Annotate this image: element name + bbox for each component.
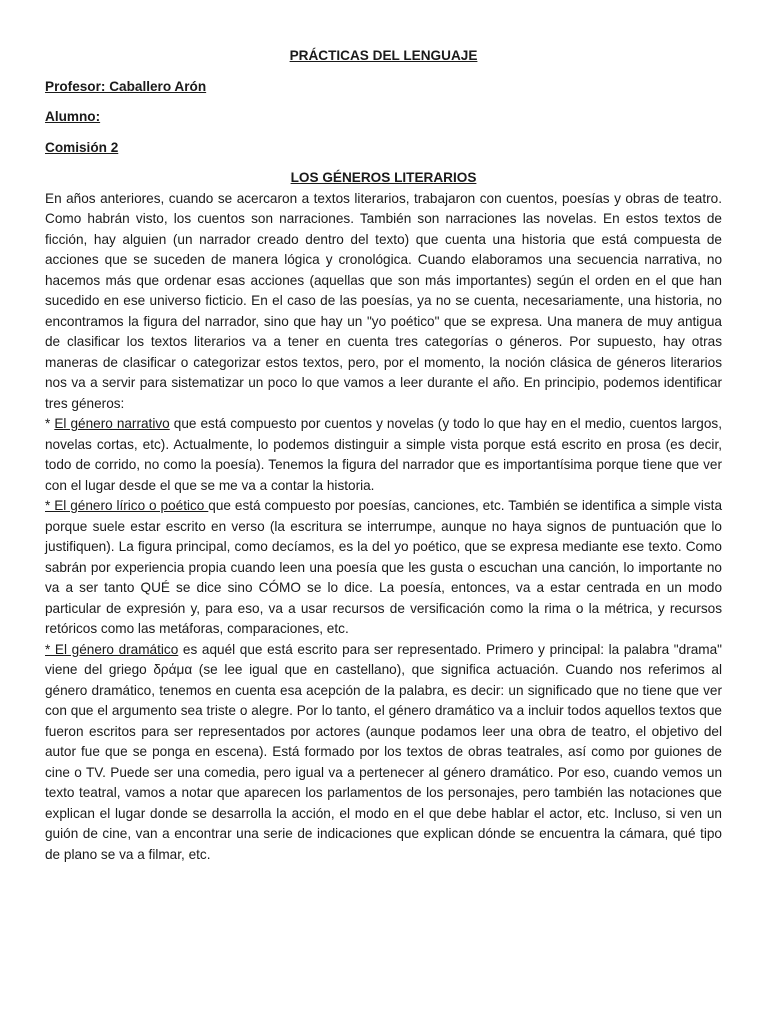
lirico-label: * El género lírico o poético [45,498,209,513]
document-page [45,46,722,865]
lirico-paragraph [45,496,722,640]
comision-line: Comisión 2 [45,139,119,155]
dramatico-label: * El género dramático [45,641,179,657]
narrativo-paragraph [45,414,722,496]
lirico-text: que está compuesto por poesías, canciones, etc. También se identifica a simple vista porque suele estar escrito en verso (la escritura se interrumpe, aunque no haya signos de puntuación que lo justifiquen). La figura principal, como decíamos, es la del yo poético, que se expresa mediante ese texto. Como sabrán por experiencia propia cuando leen una poesía que les gusta o escuchan una canción, lo importante no va a ser tanto QUÉ se dice sino CÓMO se lo dice. La poesía, entonces, va a estar centrada en un modo particular de expresión y, para eso, va a usar recursos de versificación como la rima o la métrica, y recursos retóricos como las metáforas, comparaciones, etc. [45,498,723,636]
intro-paragraph: En años anteriores, cuando se acercaron a textos literarios, trabajaron con cuentos, poesías y obras de teatro. Como habrán visto, los cuentos son narraciones. También son narraciones las novelas. En estos textos de ficción, hay alguien (un narrador creado dentro del texto) que cuenta una historia que está compuesta de acciones que se suceden de manera lógica y cronológica. Cuando elaboramos una secuencia narrativa, no hacemos más que ordenar esas acciones (aquellas que son más importantes) según el orden en el que han sucedido en ese universo ficticio. En el caso de las poesías, ya no se cuenta, necesariamente, una historia, no encontramos la figura del narrador, sino que hay un "yo poético" que se expresa. Una manera de muy antigua de clasificar los textos literarios va a tener en cuenta tres categorías o géneros. Por supuesto, hay otras maneras de clasificar o categorizar estos textos, pero, por el momento, la noción clásica de géneros literarios nos va a servir para sistematizar un poco lo que vamos a leer durante el año. En principio, podemos identificar tres géneros: [45,190,722,411]
document-title: PRÁCTICAS DEL LENGUAJE [289,48,478,63]
narrativo-text: que está compuesto por cuentos y novelas (y todo lo que hay en el medio, cuentos largos, novelas cortas, etc). Actualmente, lo podemos distinguir a simple vista porque está escrito en prosa (es decir, todo de corrido, no como la poesía). Tenemos la figura del narrador que es importantísima porque tiene que ver con el lugar desde el que se me va a contar la historia. [45,416,723,493]
narrativo-bullet: * [45,416,55,431]
profesor-line: Profesor: Caballero Arón [45,78,207,94]
dramatico-text: es aquél que está escrito para ser representado. Primero y principal: la palabra "drama" viene del griego δράμα (se lee igual que en castellano), que significa actuación. Cuando nos referimos al género dramático, tenemos en cuenta esa acepción de la palabra, es decir: un significado que no tiene que ver con que el argumento sea triste o alegre. Por lo tanto, el género dramático va a incluir todos aquellos textos que fueron escritos para ser representados por actores (aunque podamos leer una obra de teatro, el objetivo del autor fue que se ponga en escena). Está formado por los textos de obras teatrales, así como por guiones de cine o TV. Puede ser una comedia, pero igual va a pertenecer al género dramático. Por eso, cuando vemos un texto teatral, vamos a notar que aparecen los parlamentos de los personajes, pero también las notaciones que explican el lugar donde se desarrolla la acción, el modo en el que debe hablar el actor, etc. Incluso, si ven un guión de cine, van a encontrar una serie de indicaciones que explican dónde se encuentra la cámara, qué tipo de plano se va a filmar, etc. [45,641,722,862]
narrativo-label: El género narrativo [54,416,170,431]
alumno-line: Alumno: [45,109,101,124]
dramatico-paragraph [45,640,722,866]
section-title: LOS GÉNEROS LITERARIOS [290,170,477,185]
